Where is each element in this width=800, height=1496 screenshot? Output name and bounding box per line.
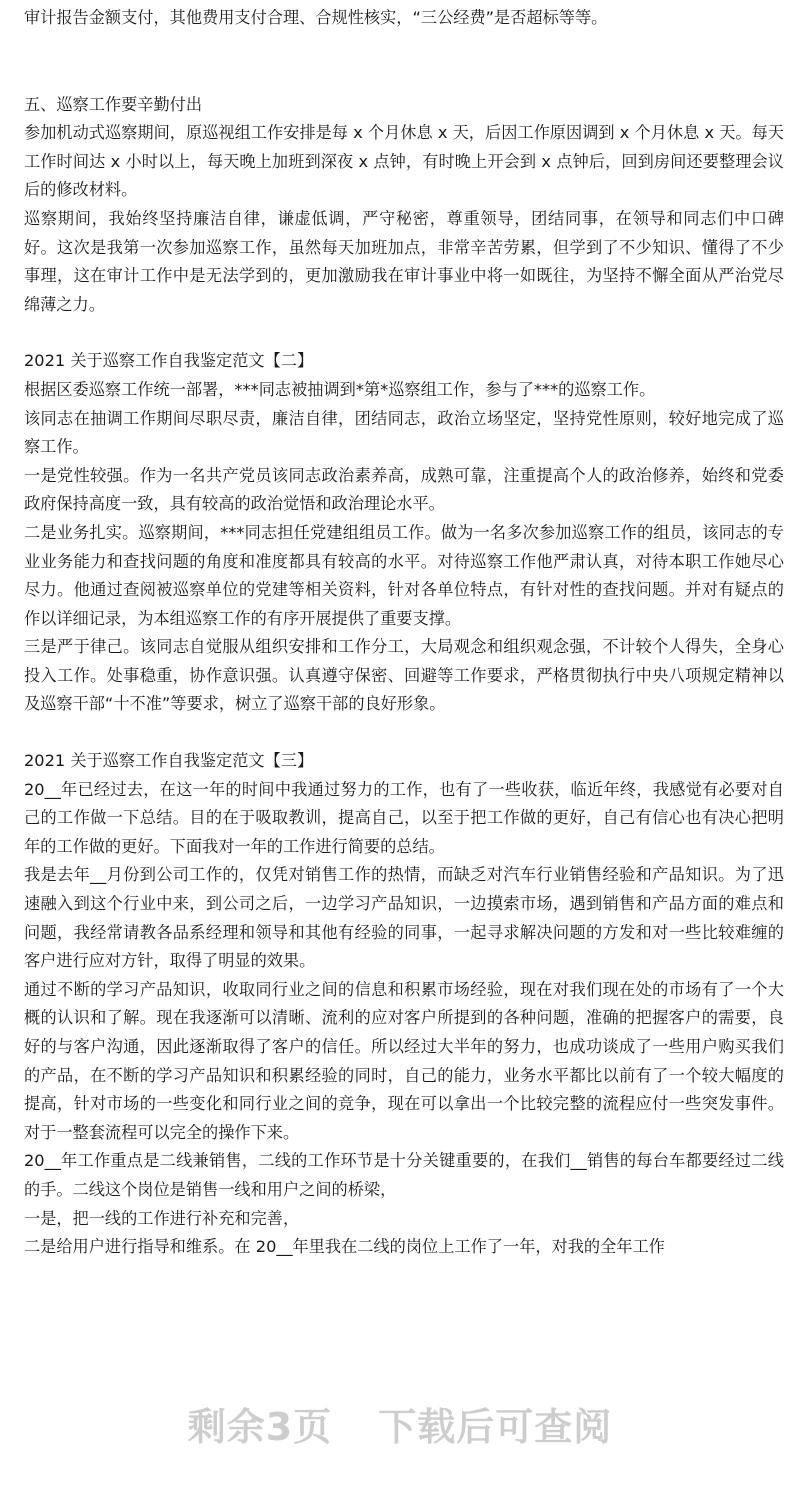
document-body [24,4,784,1262]
section-heading: 2021 关于巡察工作自我鉴定范文【三】 [24,751,314,771]
section-heading: 2021 关于巡察工作自我鉴定范文【二】 [24,351,314,371]
paragraph: 一是，把一线的工作进行补充和完善， [24,1208,300,1228]
download-prompt-banner[interactable] [0,1388,800,1458]
paragraph: 20__年工作重点是二线兼销售，二线的工作环节是十分关键重要的，在我们__销售的每台车都要经过二线的手。二线这个岗位是销售一线和用户之间的桥梁， [24,1151,784,1199]
spacer [24,719,784,747]
spacer [24,33,784,91]
paragraph: 二是给用户进行指导和维系。在 20__年里我在二线的岗位上工作了一年，对我的全年工作 [24,1237,665,1257]
paragraph: 通过不断的学习产品知识，收取同行业之间的信息和积累市场经验，现在对我们现在处的市场有了一个大概的认识和了解。现在我逐渐可以清晰、流利的应对客户所提到的各种问题，准确的把握客户的需要，良好的与客户沟通，因此逐渐取得了客户的信任。所以经过大半年的努力，也成功谈成了一些用户购买我们的产品，在不断的学习产品知识和积累经验的同时，自己的能力，业务水平都比以前有了一个较大幅度的提高，针对市场的一些变化和同行业之间的竞争，现在可以拿出一个比较完整的流程应付一些突发事件。对于一整套流程可以完全的操作下来。 [24,979,784,1142]
paragraph: 参加机动式巡察期间，原巡视组工作安排是每 x 个月休息 x 天，后因工作原因调到 x 个月休息 x 天。每天工作时间达 x 小时以上，每天晚上加班到深夜 x 点钟，有时晚上开会到 x 点钟后，回到房间还要整理会议后的修改材料。 [24,123,784,200]
paragraph: 三是严于律己。该同志自觉服从组织安排和工作分工，大局观念和组织观念强，不计较个人得失，全身心投入工作。处事稳重，协作意识强。认真遵守保密、回避等工作要求，严格贯彻执行中央八项规定精神以及巡察干部“十不准”等要求，树立了巡察干部的良好形象。 [24,637,784,714]
section-heading: 五、巡察工作要辛勤付出 [24,94,203,114]
spacer [24,319,784,347]
paragraph: 根据区委巡察工作统一部署，***同志被抽调到*第*巡察组工作，参与了***的巡察工作。 [24,379,656,399]
paragraph: 审计报告金额支付，其他费用支付合理、合规性核实，“三公经费”是否超标等等。 [24,8,608,27]
paragraph: 该同志在抽调工作期间尽职尽责，廉洁自律，团结同志，政治立场坚定，坚持党性原则，较好地完成了巡察工作。 [24,408,784,457]
paragraph: 我是去年__月份到公司工作的，仅凭对销售工作的热情，而缺乏对汽车行业销售经验和产品知识。为了迅速融入到这个行业中来，到公司之后，一边学习产品知识，一边摸索市场，遇到销售和产品方面的难点和问题，我经常请教各品系经理和领导和其他有经验的同事，一起寻求解决问题的方发和对一些比较难缠的客户进行应对方针，取得了明显的效果。 [24,865,784,971]
download-to-view-label[interactable]: 下载后可查阅 [378,1404,613,1449]
paragraph: 二是业务扎实。巡察期间，***同志担任党建组组员工作。做为一名多次参加巡察工作的组员，该同志的专业业务能力和查找问题的角度和准度都具有较高的水平。对待巡察工作他严肃认真，对待本职工作她尽心尽力。他通过查阅被巡察单位的党建等相关资料，针对各单位特点，有针对性的查找问题。并对有疑点的作以详细记录，为本组巡察工作的有序开展提供了重要支撑。 [24,522,784,628]
remaining-pages-label[interactable]: 剩余3页 [187,1404,333,1449]
paragraph: 20__年已经过去，在这一年的时间中我通过努力的工作，也有了一些收获，临近年终，我感觉有必要对自己的工作做一下总结。目的在于吸取教训，提高自己，以至于把工作做的更好，自己有信心也有决心把明年的工作做的更好。下面我对一年的工作进行简要的总结。 [24,779,784,856]
paragraph: 巡察期间，我始终坚持廉洁自律，谦虚低调，严守秘密，尊重领导，团结同事，在领导和同志们中口碑好。这次是我第一次参加巡察工作，虽然每天加班加点，非常辛苦劳累，但学到了不少知识、懂得了不少事理，这在审计工作中是无法学到的，更加激励我在审计事业中将一如既往，为坚持不懈全面从严治党尽绵薄之力。 [24,208,784,314]
paragraph: 一是党性较强。作为一名共产党员该同志政治素养高，成熟可靠，注重提高个人的政治修养，始终和党委政府保持高度一致，具有较高的政治觉悟和政治理论水平。 [24,465,784,514]
